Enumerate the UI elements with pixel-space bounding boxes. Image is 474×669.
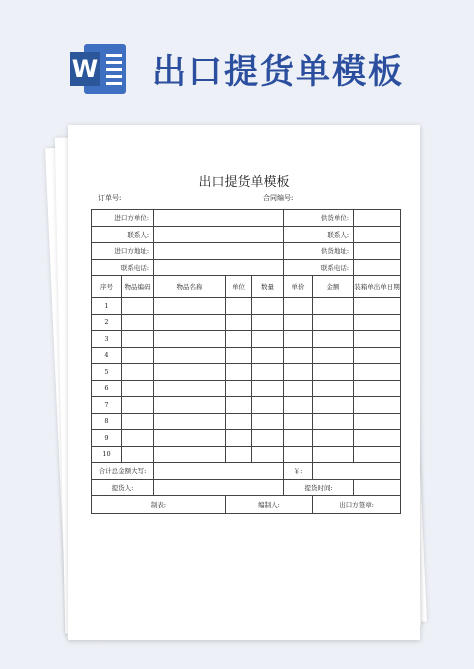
row-number: 5: [92, 364, 122, 381]
total-amount-cell[interactable]: [313, 463, 401, 480]
item-cell[interactable]: [122, 298, 154, 315]
maker-label: 制表:: [92, 496, 226, 514]
total-words-cell[interactable]: [154, 463, 284, 480]
item-cell[interactable]: [284, 314, 313, 331]
info-value-cell[interactable]: [354, 243, 401, 260]
item-cell[interactable]: [122, 397, 154, 414]
item-cell[interactable]: [284, 380, 313, 397]
item-cell[interactable]: [313, 430, 354, 447]
exporter-sign-label: 出口方签章:: [313, 496, 401, 514]
item-cell[interactable]: [226, 364, 252, 381]
item-cell[interactable]: [252, 331, 284, 348]
item-cell[interactable]: [154, 413, 226, 430]
column-header: 单价: [284, 276, 313, 298]
item-cell[interactable]: [284, 397, 313, 414]
item-cell[interactable]: [252, 298, 284, 315]
column-header: 单位: [226, 276, 252, 298]
word-icon: [70, 42, 128, 96]
info-value-cell[interactable]: [154, 210, 284, 227]
column-header: 物品名称: [154, 276, 226, 298]
table-row: [92, 430, 401, 447]
total-label: 合计总金额大写:: [92, 463, 154, 480]
info-label: 进口方单位:: [92, 210, 154, 227]
item-cell[interactable]: [313, 331, 354, 348]
item-cell[interactable]: [284, 347, 313, 364]
item-cell[interactable]: [154, 347, 226, 364]
info-row: [92, 210, 401, 227]
column-header: 金额: [313, 276, 354, 298]
item-cell[interactable]: [226, 314, 252, 331]
item-cell[interactable]: [313, 446, 354, 463]
item-cell[interactable]: [154, 446, 226, 463]
item-cell[interactable]: [122, 446, 154, 463]
info-value-cell[interactable]: [354, 210, 401, 227]
item-cell[interactable]: [154, 380, 226, 397]
row-number: 9: [92, 430, 122, 447]
item-cell[interactable]: [313, 314, 354, 331]
item-cell[interactable]: [154, 364, 226, 381]
item-cell[interactable]: [226, 331, 252, 348]
table-row: [92, 446, 401, 463]
item-cell[interactable]: [313, 413, 354, 430]
item-cell[interactable]: [354, 331, 401, 348]
item-cell[interactable]: [154, 298, 226, 315]
pickup-time-label: 提货时间:: [284, 479, 354, 496]
table-row: [92, 314, 401, 331]
item-cell[interactable]: [354, 430, 401, 447]
item-cell[interactable]: [226, 347, 252, 364]
row-number: 8: [92, 413, 122, 430]
item-cell[interactable]: [122, 413, 154, 430]
item-cell[interactable]: [122, 331, 154, 348]
table-row: [92, 364, 401, 381]
row-number: 10: [92, 446, 122, 463]
item-cell[interactable]: [284, 364, 313, 381]
item-cell[interactable]: [252, 380, 284, 397]
item-cell[interactable]: [226, 380, 252, 397]
column-header: 数量: [252, 276, 284, 298]
item-cell[interactable]: [313, 397, 354, 414]
item-cell[interactable]: [313, 298, 354, 315]
item-cell[interactable]: [354, 446, 401, 463]
picker-label: 提货人:: [92, 479, 154, 496]
column-header-row: [92, 276, 401, 298]
pickup-time-cell[interactable]: [354, 479, 401, 496]
item-cell[interactable]: [313, 364, 354, 381]
info-value-cell[interactable]: [354, 259, 401, 276]
row-number: 7: [92, 397, 122, 414]
item-cell[interactable]: [226, 413, 252, 430]
item-cell[interactable]: [284, 331, 313, 348]
item-cell[interactable]: [154, 430, 226, 447]
item-cell[interactable]: [252, 347, 284, 364]
column-header: 序号: [92, 276, 122, 298]
item-cell[interactable]: [226, 446, 252, 463]
item-cell[interactable]: [122, 347, 154, 364]
item-cell[interactable]: [122, 364, 154, 381]
row-number: 4: [92, 347, 122, 364]
row-number: 1: [92, 298, 122, 315]
info-value-cell[interactable]: [154, 259, 284, 276]
signature-row: [92, 496, 401, 514]
item-cell[interactable]: [154, 331, 226, 348]
item-cell[interactable]: [284, 446, 313, 463]
total-row: [92, 463, 401, 480]
table-row: [92, 331, 401, 348]
item-cell[interactable]: [252, 364, 284, 381]
item-cell[interactable]: [284, 298, 313, 315]
editor-label: 编制人:: [226, 496, 313, 514]
info-row: [92, 259, 401, 276]
info-label: 供货地址:: [284, 243, 354, 260]
column-header: 装箱单出单日期: [354, 276, 401, 298]
item-cell[interactable]: [354, 380, 401, 397]
item-cell[interactable]: [122, 430, 154, 447]
item-cell[interactable]: [252, 430, 284, 447]
item-cell[interactable]: [226, 430, 252, 447]
item-cell[interactable]: [154, 314, 226, 331]
info-label: 联系人:: [284, 226, 354, 243]
item-cell[interactable]: [284, 430, 313, 447]
info-value-cell[interactable]: [354, 226, 401, 243]
yen-label: ￥:: [284, 463, 313, 480]
item-cell[interactable]: [226, 397, 252, 414]
document-page: [68, 125, 420, 640]
contract-no-label: 合同编号:: [263, 194, 294, 202]
item-cell[interactable]: [354, 347, 401, 364]
table-row: [92, 397, 401, 414]
form-title: 出口提货单模板: [198, 175, 290, 190]
table-row: [92, 413, 401, 430]
item-cell[interactable]: [313, 380, 354, 397]
delivery-form-table: [91, 209, 401, 514]
table-row: [92, 380, 401, 397]
item-cell[interactable]: [252, 413, 284, 430]
table-row: [92, 298, 401, 315]
row-number: 3: [92, 331, 122, 348]
info-label: 供货单位:: [284, 210, 354, 227]
item-cell[interactable]: [354, 364, 401, 381]
item-cell[interactable]: [252, 314, 284, 331]
info-label: 进口方地址:: [92, 243, 154, 260]
pickup-row: [92, 479, 401, 496]
picker-cell[interactable]: [154, 479, 284, 496]
column-header: 物品编码: [122, 276, 154, 298]
item-cell[interactable]: [354, 298, 401, 315]
info-row: [92, 243, 401, 260]
row-number: 2: [92, 314, 122, 331]
item-cell[interactable]: [354, 314, 401, 331]
table-row: [92, 347, 401, 364]
info-row: [92, 226, 401, 243]
item-cell[interactable]: [154, 397, 226, 414]
order-no-label: 订单号:: [98, 194, 122, 202]
item-cell[interactable]: [354, 413, 401, 430]
header-banner: [0, 0, 474, 120]
item-cell[interactable]: [354, 397, 401, 414]
info-label: 联系电话:: [92, 259, 154, 276]
item-cell[interactable]: [313, 347, 354, 364]
info-value-cell[interactable]: [154, 243, 284, 260]
item-cell[interactable]: [122, 380, 154, 397]
item-cell[interactable]: [252, 446, 284, 463]
item-cell[interactable]: [226, 298, 252, 315]
row-number: 6: [92, 380, 122, 397]
page-title: 出口提货单模板: [152, 52, 404, 92]
info-label: 联系电话:: [284, 259, 354, 276]
info-value-cell[interactable]: [154, 226, 284, 243]
item-cell[interactable]: [284, 413, 313, 430]
item-cell[interactable]: [252, 397, 284, 414]
word-icon-letter: W: [70, 52, 100, 86]
info-label: 联系人:: [92, 226, 154, 243]
item-cell[interactable]: [122, 314, 154, 331]
